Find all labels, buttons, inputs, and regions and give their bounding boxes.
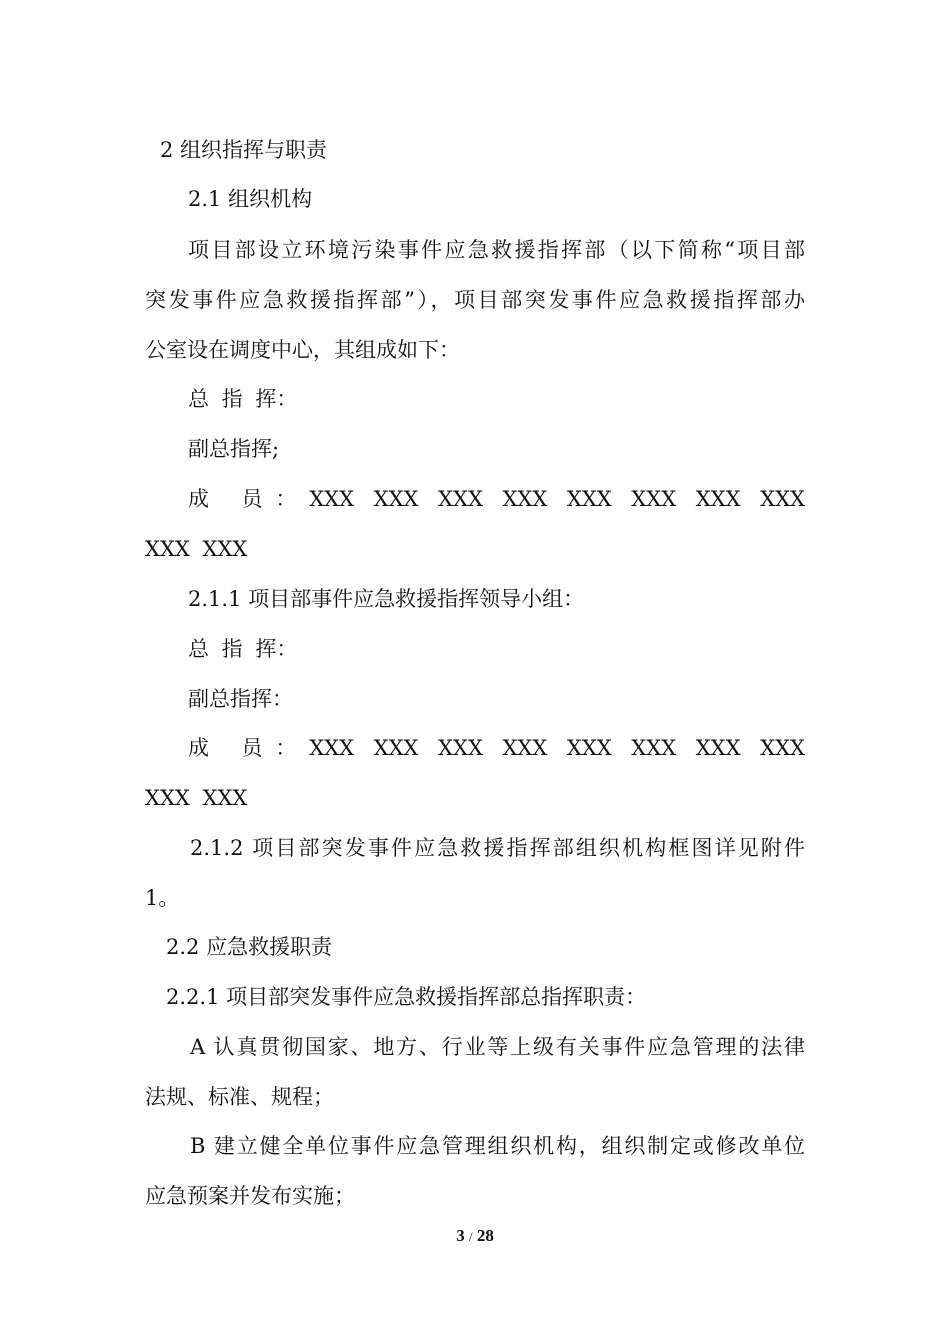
members-line: 成 员：XXX XXX XXX XXX XXX XXX XXX XXX: [188, 487, 805, 511]
paragraph-line: 应急预案并发布实施；: [145, 1184, 355, 1208]
paragraph-line: 2.1.2 项目部突发事件应急救援指挥部组织机构框图详见附件: [190, 836, 805, 860]
page-number: [0, 1226, 950, 1246]
paragraph-line: A 认真贯彻国家、地方、行业等上级有关事件应急管理的法律: [190, 1035, 805, 1059]
paragraph-line: B 建立健全单位事件应急管理组织机构，组织制定或修改单位: [190, 1134, 805, 1158]
paragraph-line: 突发事件应急救援指挥部”），项目部突发事件应急救援指挥部办: [145, 288, 805, 312]
paragraph-line: 项目部设立环境污染事件应急救援指挥部（以下简称“项目部: [188, 238, 805, 262]
list-line: 副总指挥;: [188, 437, 280, 461]
subsection-heading: 2.2 应急救援职责: [166, 935, 333, 959]
list-line: 总 指 挥：: [188, 387, 298, 411]
members-line: XXX XXX: [145, 537, 248, 561]
paragraph-line: 1。: [145, 886, 180, 910]
subsection-heading: 2.1 组织机构: [188, 187, 313, 211]
section-heading: 2 组织指挥与职责: [160, 138, 328, 162]
subsection-heading: 2.1.1 项目部事件应急救援指挥领导小组：: [188, 587, 585, 611]
total-pages: 28: [476, 1226, 494, 1245]
page-separator: /: [468, 1229, 473, 1244]
list-line: 总 指 挥：: [188, 637, 298, 661]
current-page: 3: [456, 1226, 465, 1245]
subsection-heading: 2.2.1 项目部突发事件应急救援指挥部总指挥职责：: [166, 985, 647, 1009]
members-line: XXX XXX: [145, 786, 248, 810]
list-line: 副总指挥：: [188, 687, 293, 711]
paragraph-line: 法规、标准、规程；: [145, 1085, 334, 1109]
paragraph-line: 公室设在调度中心，其组成如下：: [145, 338, 460, 362]
members-line: 成 员：XXX XXX XXX XXX XXX XXX XXX XXX: [188, 736, 805, 760]
